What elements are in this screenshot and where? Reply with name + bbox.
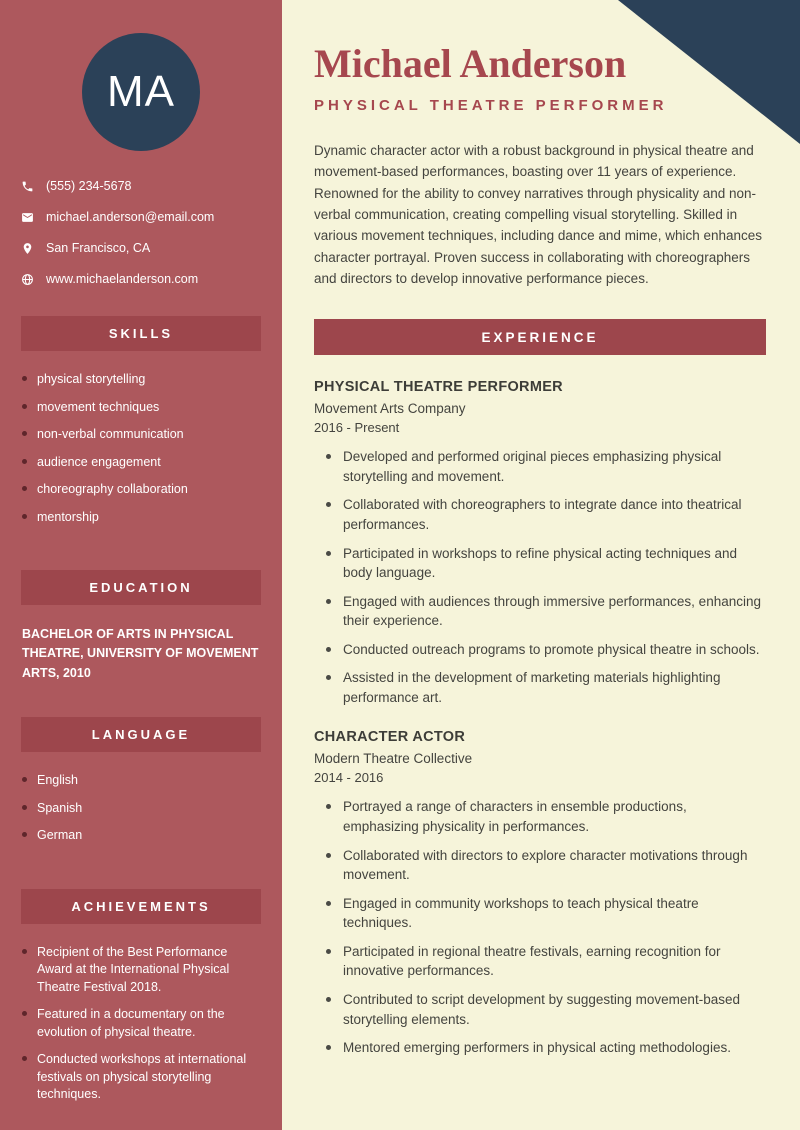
bullet-dot-icon: [22, 777, 27, 782]
skills-section: [0, 316, 282, 546]
job-bullet: Participated in regional theatre festivals, earning recognition for innovative performances.: [326, 942, 766, 981]
globe-icon: [20, 272, 34, 286]
bullet-dot-icon: [326, 675, 331, 680]
avatar: [82, 33, 200, 151]
skills-heading: SKILLS: [21, 316, 261, 351]
contact-row-location: [20, 241, 262, 255]
job-bullet: Engaged with audiences through immersive performances, enhancing their experience.: [326, 592, 766, 631]
bullet-dot-icon: [22, 459, 27, 464]
contact-phone: (555) 234-5678: [46, 179, 132, 193]
contact-row-email: [20, 210, 262, 224]
language-list: [0, 752, 282, 865]
job-entry-1: [314, 379, 766, 707]
bullet-dot-icon: [326, 647, 331, 652]
bullet-dot-icon: [326, 1045, 331, 1050]
achievement-item: Featured in a documentary on the evolution of physical theatre.: [22, 1006, 260, 1041]
bullet-dot-icon: [326, 599, 331, 604]
skill-item: movement techniques: [22, 399, 260, 417]
profile-summary: Dynamic character actor with a robust background in physical theatre and movement-based performances, boasting over 11 years of experience. Renowned for the ability to convey narratives through physicality and non-verbal communication, creating compelling visual storytelling. Skilled in various movement techniques, including dance and mime, which enhances character portrayal. Proven success in collaborating with choreographers and directors to develop innovative performance pieces.: [314, 143, 763, 286]
contact-website: www.michaelanderson.com: [46, 272, 199, 286]
bullet-dot-icon: [22, 431, 27, 436]
job-dates: 2014 - 2016: [314, 770, 384, 786]
language-item: Spanish: [22, 800, 260, 818]
job-role: CHARACTER ACTOR: [314, 729, 466, 746]
skill-item: mentorship: [22, 509, 260, 527]
job-bullet: Collaborated with directors to explore character motivations through movement.: [326, 846, 766, 885]
job-bullet: Contributed to script development by suggesting movement-based storytelling elements.: [326, 990, 766, 1029]
bullet-dot-icon: [22, 514, 27, 519]
skills-list: [0, 351, 282, 546]
achievement-item: Recipient of the Best Performance Award at the International Physical Theatre Festival 2018.: [22, 944, 260, 997]
job-bullet: Conducted outreach programs to promote physical theatre in schools.: [326, 640, 766, 660]
location-pin-icon: [20, 241, 34, 255]
contact-row-website: [20, 272, 262, 286]
main-content: [282, 0, 800, 1130]
contact-section: [0, 179, 282, 286]
bullet-dot-icon: [22, 1011, 27, 1016]
bullet-dot-icon: [22, 486, 27, 491]
skill-item: audience engagement: [22, 454, 260, 472]
sidebar: [0, 0, 282, 1130]
job-bullet-list: [314, 797, 766, 1057]
skill-item: non-verbal communication: [22, 426, 260, 444]
bullet-dot-icon: [326, 949, 331, 954]
language-item: German: [22, 827, 260, 845]
bullet-dot-icon: [326, 901, 331, 906]
job-entry-2: [314, 729, 766, 1057]
achievements-heading: ACHIEVEMENTS: [21, 889, 261, 924]
phone-icon: [20, 179, 34, 193]
language-item: English: [22, 772, 260, 790]
job-bullet: Engaged in community workshops to teach physical theatre techniques.: [326, 894, 766, 933]
achievements-list: [0, 924, 282, 1124]
education-section: [0, 570, 282, 693]
job-bullet-list: [314, 447, 766, 707]
contact-email: michael.anderson@email.com: [46, 210, 215, 224]
email-icon: [20, 210, 34, 224]
bullet-dot-icon: [22, 832, 27, 837]
job-company: Modern Theatre Collective: [314, 751, 473, 767]
contact-row-phone: [20, 179, 262, 193]
bullet-dot-icon: [22, 949, 27, 954]
language-heading: LANGUAGE: [21, 717, 261, 752]
job-bullet: Assisted in the development of marketing materials highlighting performance art.: [326, 668, 766, 707]
bullet-dot-icon: [22, 376, 27, 381]
person-job-title: PHYSICAL THEATRE PERFORMER: [314, 97, 668, 114]
skill-item: choreography collaboration: [22, 481, 260, 499]
bullet-dot-icon: [326, 997, 331, 1002]
job-bullet: Collaborated with choreographers to integrate dance into theatrical performances.: [326, 495, 766, 534]
achievement-item: Conducted workshops at international festivals on physical storytelling techniques.: [22, 1051, 260, 1104]
achievements-section: [0, 889, 282, 1124]
experience-heading: EXPERIENCE: [314, 319, 766, 355]
bullet-dot-icon: [326, 804, 331, 809]
job-role: PHYSICAL THEATRE PERFORMER: [314, 379, 563, 396]
language-section: [0, 717, 282, 865]
bullet-dot-icon: [326, 551, 331, 556]
skill-item: physical storytelling: [22, 371, 260, 389]
education-heading: EDUCATION: [21, 570, 261, 605]
job-company: Movement Arts Company: [314, 401, 466, 417]
job-bullet: Developed and performed original pieces emphasizing physical storytelling and movement.: [326, 447, 766, 486]
job-bullet: Participated in workshops to refine physical acting techniques and body language.: [326, 544, 766, 583]
contact-location: San Francisco, CA: [46, 241, 151, 255]
bullet-dot-icon: [326, 502, 331, 507]
avatar-initials: MA: [107, 67, 175, 116]
job-bullet: Portrayed a range of characters in ensemble productions, emphasizing physicality in performances.: [326, 797, 766, 836]
bullet-dot-icon: [22, 805, 27, 810]
bullet-dot-icon: [22, 1056, 27, 1061]
bullet-dot-icon: [326, 454, 331, 459]
education-text: BACHELOR OF ARTS IN PHYSICAL THEATRE, UNIVERSITY OF MOVEMENT ARTS, 2010: [22, 627, 259, 680]
job-dates: 2016 - Present: [314, 420, 400, 436]
bullet-dot-icon: [326, 853, 331, 858]
bullet-dot-icon: [22, 404, 27, 409]
job-bullet: Mentored emerging performers in physical acting methodologies.: [326, 1038, 766, 1058]
person-name: Michael Anderson: [314, 41, 627, 86]
